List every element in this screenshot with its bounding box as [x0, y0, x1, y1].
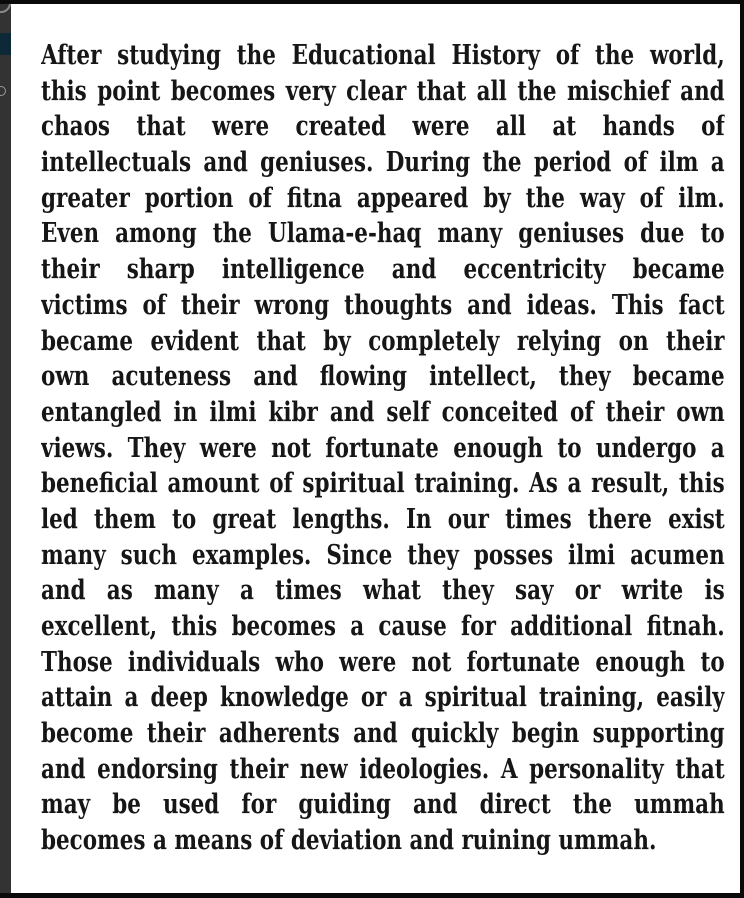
- selection-highlight-fragment: [0, 33, 11, 55]
- text-line: excellent, this becomes a cause for additional fitnah.: [41, 611, 725, 642]
- text-line: beneficial amount of spiritual training. As a result, this: [41, 468, 725, 500]
- text-line: becomes a means of deviation and ruining ummah.: [41, 825, 657, 857]
- text-line: may be used for guiding and direct the ummah: [41, 789, 725, 821]
- book-page: [11, 4, 740, 893]
- page-border-top: [0, 0, 744, 4]
- text-line: After studying the Educational History of the world,: [41, 40, 725, 71]
- text-line: own acuteness and flowing intellect, they became: [41, 361, 725, 393]
- text-line: intellectuals and geniuses. During the period of ilm a: [41, 147, 725, 179]
- page-paragraph: [41, 38, 725, 859]
- text-line: entangled in ilmi kibr and self conceited of their own: [41, 396, 725, 428]
- text-line: and endorsing their new ideologies. A personality that: [41, 753, 725, 785]
- text-line: many such examples. Since they posses ilmi acumen: [41, 539, 725, 571]
- text-line: Those individuals who were not fortunate enough to: [41, 646, 725, 678]
- text-line: their sharp intelligence and eccentricity became: [41, 254, 725, 286]
- text-line: chaos that were created were all at hands of: [41, 111, 725, 143]
- text-line: Even among the Ulama-e-haq many geniuses due to: [41, 218, 725, 250]
- text-line: greater portion of fitna appeared by the way of ilm.: [41, 182, 725, 214]
- text-line: and as many a times what they say or write is: [41, 575, 725, 607]
- text-line: views. They were not fortunate enough to undergo a: [41, 432, 725, 464]
- text-line: this point becomes very clear that all the mischief and: [41, 75, 725, 107]
- text-line: led them to great lengths. In our times there exist: [41, 503, 725, 535]
- small-icon-fragment: [0, 86, 6, 96]
- text-line: victims of their wrong thoughts and ideas. This fact: [41, 289, 725, 321]
- page-border-right: [740, 0, 744, 898]
- page-border-bottom: [0, 893, 744, 898]
- text-line: attain a deep knowledge or a spiritual training, easily: [41, 682, 725, 714]
- text-line: became evident that by completely relying on their: [41, 325, 725, 357]
- text-line: become their adherents and quickly begin supporting: [41, 718, 725, 750]
